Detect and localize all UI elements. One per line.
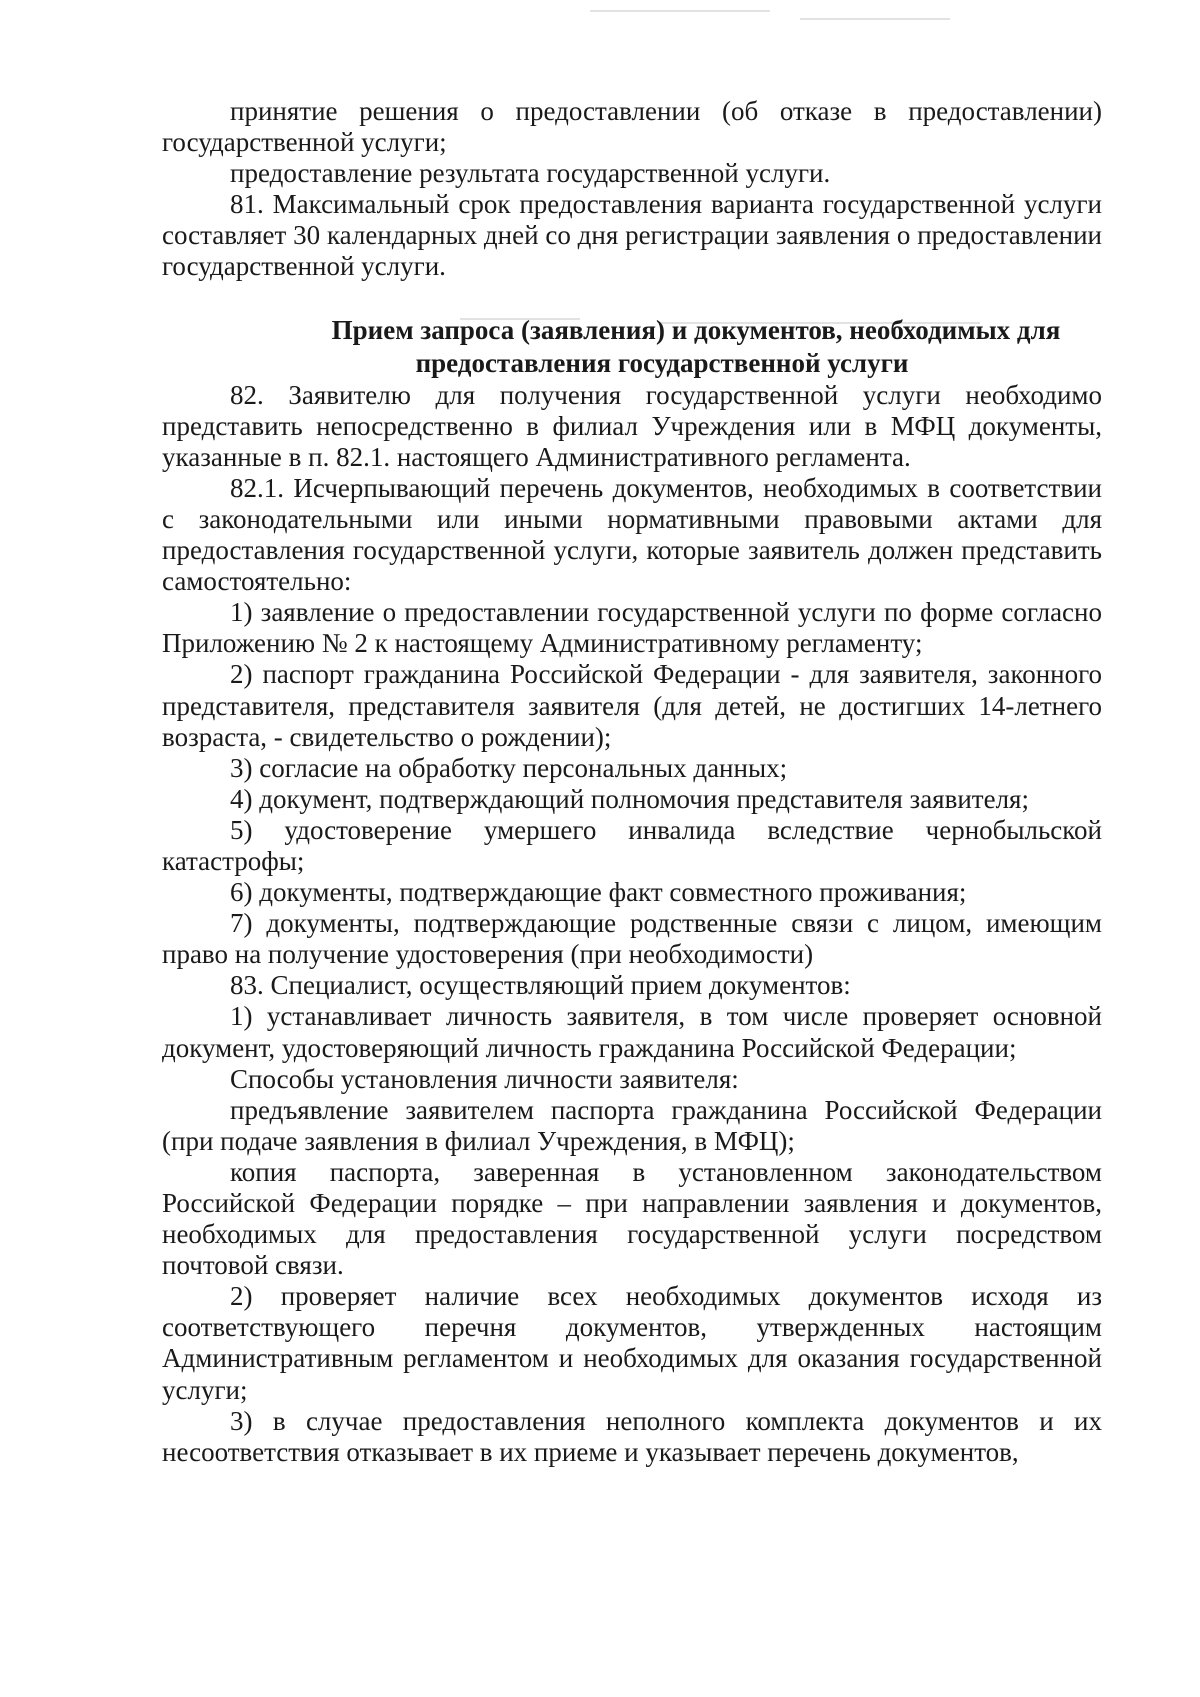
list-item: 4) документ, подтверждающий полномочия представителя заявителя; — [230, 783, 1029, 814]
paragraph: предъявление заявителем паспорта гражданина Российской Федерации (при подаче заявления в филиал Учреждения, в МФЦ); — [162, 1094, 1102, 1156]
paragraph: 83. Специалист, осуществляющий прием документов: — [230, 970, 851, 1001]
list-item: 7) документы, подтверждающие родственные связи с лицом, имеющим право на получение удостоверения (при необходимости) — [162, 908, 1102, 970]
list-item: 2) паспорт гражданина Российской Федерации - для заявителя, законного представителя, представителя заявителя (для детей, не достигших 14-летнего возраста, - свидетельство о рождении); — [162, 659, 1102, 752]
list-item: 1) устанавливает личность заявителя, в том числе проверяет основной документ, удостоверяющий личность гражданина Российской Федерации; — [162, 1001, 1102, 1063]
scan-artifact — [800, 18, 950, 20]
paragraph: Способы установления личности заявителя: — [230, 1063, 739, 1094]
paragraph: принятие решения о предоставлении (об отказе в предоставлении) государственной услуги; — [162, 96, 1102, 158]
paragraph: предоставление результата государственной услуги. — [230, 158, 831, 189]
paragraph: копия паспорта, заверенная в установленном законодательством Российской Федерации порядке – при направлении заявления и документов, необходимых для предоставления государственной услуги посредством почтовой связи. — [162, 1156, 1102, 1281]
paragraph: 82. Заявителю для получения государственной услуги необходимо представить непосредственно в филиал Учреждения или в МФЦ документы, указанные в п. 82.1. настоящего Административного регламента. — [162, 379, 1102, 472]
list-item: 2) проверяет наличие всех необходимых документов исходя из соответствующего перечня документов, утвержденных настоящим Административным регламентом и необходимых для оказания государственной услуги; — [162, 1281, 1102, 1405]
list-item: 5) удостоверение умершего инвалида вследствие чернобыльской катастрофы; — [162, 814, 1102, 876]
list-item: 6) документы, подтверждающие факт совместного проживания; — [230, 877, 967, 908]
paragraph: 81. Максимальный срок предоставления варианта государственной услуги составляет 30 календарных дней со дня регистрации заявления о предоставлении государственной услуги. — [162, 189, 1102, 282]
paragraph: 82.1. Исчерпывающий перечень документов, необходимых в соответствии с законодательными или иными нормативными правовыми актами для предоставления государственной услуги, которые заявитель должен представить самостоятельно: — [162, 472, 1102, 597]
list-item: 3) в случае предоставления неполного комплекта документов и их несоответствия отказывает в их приеме и указывает перечень документов, — [162, 1405, 1102, 1467]
list-item: 3) согласие на обработку персональных данных; — [230, 752, 788, 783]
list-item: 1) заявление о предоставлении государственной услуги по форме согласно Приложению № 2 к настоящему Административному регламенту; — [162, 597, 1102, 659]
section-heading: Прием запроса (заявления) и документов, необходимых для предоставления государственной услуги — [331, 314, 1061, 378]
scan-artifact — [590, 10, 770, 12]
document-body — [162, 96, 1102, 1468]
